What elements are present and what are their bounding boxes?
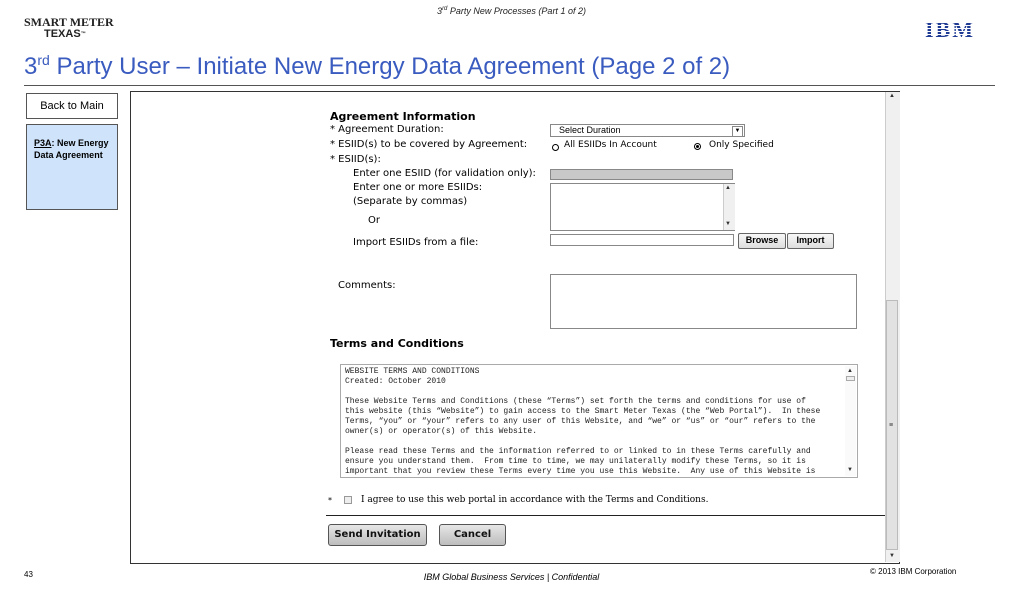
back-to-main-button[interactable]: Back to Main <box>26 93 118 119</box>
title-rest: Party User – Initiate New Energy Data Agreement (Page 2 of 2) <box>49 53 731 80</box>
title-divider <box>24 85 995 86</box>
caption-prefix: 3 <box>437 6 443 16</box>
textarea-scroll-up-icon[interactable]: ▲ <box>725 185 731 191</box>
esiids-label: * ESIID(s): <box>330 154 381 165</box>
caption-sup: rd <box>442 6 448 12</box>
browse-button[interactable]: Browse <box>738 233 786 249</box>
terms-text: WEBSITE TERMS AND CONDITIONS Created: October 2010 These Website Terms and Conditions (these “Terms”) set forth the terms and conditions for use of this website (this “Website”) to gain access to the Smart Meter Texas (the “Web Portal”). In these Terms, “you” or “your” refers to any user of this Website, and “we” or “us” or “our” refers to the owner(s) or operator(s) of this Website. Please read these Terms and the information referred to or linked to in these Terms carefully and ensure you understand them. From time to time, we may unilaterally modify these Terms, so it is important that you review these Terms every time you use this Website. Any use of this Website is <box>345 367 821 476</box>
form-divider <box>326 515 885 516</box>
logo-line2: TEXAS <box>44 28 81 40</box>
page-title <box>24 52 730 81</box>
agreement-info-heading: Agreement Information <box>330 110 476 123</box>
title-prefix: 3 <box>24 53 38 80</box>
duration-select[interactable] <box>550 124 745 137</box>
import-label: Import ESIIDs from a file: <box>353 237 479 248</box>
cancel-button[interactable]: Cancel <box>439 524 506 546</box>
radio-only-label: Only Specified <box>709 140 774 150</box>
comments-label: Comments: <box>338 280 396 291</box>
footer-copyright: © 2013 IBM Corporation <box>870 567 957 576</box>
separate-commas-label: (Separate by commas) <box>353 196 468 207</box>
comments-textarea[interactable] <box>550 274 857 329</box>
scroll-grip-icon: ≡ <box>889 422 894 429</box>
or-label: Or <box>368 215 380 226</box>
enter-more-label: Enter one or more ESIIDs: <box>353 182 483 193</box>
ibm-logo: IBM <box>925 17 975 42</box>
agree-label: I agree to use this web portal in accordance with the Terms and Conditions. <box>361 495 709 505</box>
slide-caption <box>0 6 1023 16</box>
textarea-scroll-down-icon[interactable]: ▼ <box>725 221 731 227</box>
scroll-down-arrow-icon[interactable]: ▼ <box>889 553 895 559</box>
import-file-input[interactable] <box>550 234 734 246</box>
import-button[interactable]: Import <box>787 233 834 249</box>
footer-confidential: IBM Global Business Services | Confidential <box>423 572 600 582</box>
logo-tm: ™ <box>80 31 86 37</box>
terms-scroll-down-icon[interactable]: ▼ <box>847 467 853 473</box>
validation-esiid-input[interactable] <box>550 169 733 180</box>
radio-only-specified[interactable] <box>694 143 701 150</box>
step-indicator <box>26 124 118 210</box>
chevron-down-icon[interactable]: ▼ <box>732 126 743 137</box>
agree-required-star: * <box>328 496 332 505</box>
logo-line1: SMART METER <box>24 15 114 29</box>
smart-meter-texas-logo <box>24 16 114 40</box>
radio-all-esiids[interactable] <box>552 144 559 151</box>
caption-rest: Party New Processes (Part 1 of 2) <box>447 6 586 16</box>
terms-scroll-up-icon[interactable]: ▲ <box>847 368 853 374</box>
terms-scrollbar[interactable] <box>845 366 856 476</box>
slide-number: 43 <box>24 570 33 579</box>
scroll-up-arrow-icon[interactable]: ▲ <box>889 93 895 99</box>
radio-all-label: All ESIIDs In Account <box>564 140 657 150</box>
enter-one-label: Enter one ESIID (for validation only): <box>353 168 536 179</box>
esiids-textarea[interactable] <box>550 183 735 231</box>
esiid-cover-label: * ESIID(s) to be covered by Agreement: <box>330 139 528 150</box>
duration-label: * Agreement Duration: <box>330 124 444 135</box>
terms-scroll-thumb[interactable] <box>846 376 855 381</box>
agree-checkbox[interactable] <box>344 496 352 504</box>
terms-heading: Terms and Conditions <box>330 337 464 350</box>
send-invitation-button[interactable]: Send Invitation <box>328 524 427 546</box>
step-code-link[interactable]: P3A <box>34 138 52 148</box>
duration-select-value: Select Duration <box>559 125 621 135</box>
title-sup: rd <box>37 52 50 68</box>
step-description: : New Energy Data Agreement <box>34 138 109 160</box>
